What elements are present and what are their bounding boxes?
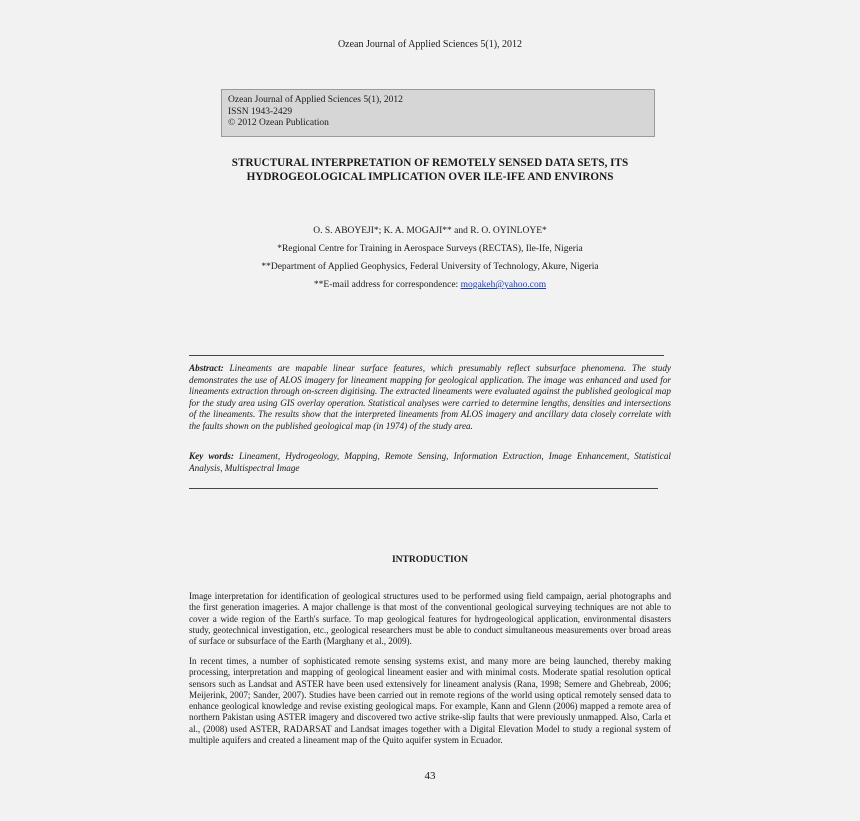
authors: O. S. ABOYEJI*; K. A. MOGAJI** and R. O. OYINLOYE* [313, 226, 547, 236]
correspondence [180, 276, 680, 294]
intro-paragraph-2: In recent times, a number of sophisticated remote sensing systems exist, and many more are being launched, thereby making processing, interpretation and mapping of geological lineament easier and with minimal costs. Moderate spatial resolution optical sensors such as Landsat and ASTER have been used extensively for lineament analysis (Rana, 1998; Semere and Ghebreab, 2006; Meijerink, 2007; Sander, 2007). Studies have been carried out in remote regions of the world using optical remotely sensed data to enhance geological knowledge and revise existing geological maps. For example, Kann and Glenn (2006) mapped a remote area of northern Pakistan using ASTER imagery and discovered two active strike-slip faults that were previously unmapped. Also, Carla et al., (2008) used ASTER, RADARSAT and Landsat images together with a Digital Elevation Model to study a regional system of multiple aquifers and created a lineament map of the Quito aquifer system in Ecuador. [189, 656, 671, 746]
abstract [189, 363, 671, 432]
bottom-rule [189, 488, 658, 489]
affiliation-2: **Department of Applied Geophysics, Federal University of Technology, Akure, Nigeria [261, 262, 599, 272]
info-copyright: © 2012 Ozean Publication [228, 118, 329, 128]
keywords-text: Lineament, Hydrogeology, Mapping, Remote Sensing, Information Extraction, Image Enhancement, Statistical Analysis, Multispectral Image [189, 451, 671, 473]
author-block [180, 222, 680, 294]
journal-info-box [221, 89, 655, 137]
keywords-label: Key words: [189, 451, 234, 461]
abstract-label: Abstract: [189, 363, 224, 373]
introduction-heading: INTRODUCTION [391, 555, 468, 565]
info-journal: Ozean Journal of Applied Sciences 5(1), 2012 [228, 95, 403, 105]
info-issn: ISSN 1943-2429 [228, 106, 293, 117]
title-line-2: HYDROGEOLOGICAL IMPLICATION OVER ILE-IFE AND ENVIRONS [246, 171, 614, 183]
top-rule [189, 355, 664, 356]
email-link[interactable]: mogakeh@yahoo.com [460, 280, 547, 290]
affiliation-1: *Regional Centre for Training in Aerospace Surveys (RECTAS), Ile-Ife, Nigeria [277, 244, 583, 254]
correspondence-label: **E-mail address for correspondence: [313, 280, 461, 290]
paper-title [190, 156, 670, 184]
running-head: Ozean Journal of Applied Sciences 5(1), 2012 [337, 39, 523, 50]
title-line-1: STRUCTURAL INTERPRETATION OF REMOTELY SENSED DATA SETS, ITS [231, 157, 629, 169]
page-number: 43 [424, 770, 436, 782]
keywords [189, 451, 671, 474]
intro-paragraph-1: Image interpretation for identification of geological structures used to be performed using field campaign, aerial photographs and the first generation imageries. A major challenge is that most of the conventional geological surveying techniques are not able to cover a wide region of the Earth's surface. To map geological features for hydrogeological application, environmental disasters study, geotechnical investigation, etc., geological researchers must be able to conduct simultaneous measurements over broad areas of surface or subsurface of the Earth (Marghany et al., 2009). [189, 591, 671, 647]
abstract-text: Lineaments are mapable linear surface features, which presumably reflect subsurface phenomena. The study demonstrates the use of ALOS imagery for lineament mapping for geological application. The image was enhanced and used for lineaments extraction through on-screen digitising. The extracted lineaments were evaluated against the published geological map for the study area using GIS overlay operation. Statistical analyses were carried to determine lengths, densities and intersections of the lineaments. The results show that the interpreted lineaments from ALOS imagery and ancillary data closely correlate with the faults shown on the published geological map (in 1974) of the study area. [189, 363, 671, 431]
